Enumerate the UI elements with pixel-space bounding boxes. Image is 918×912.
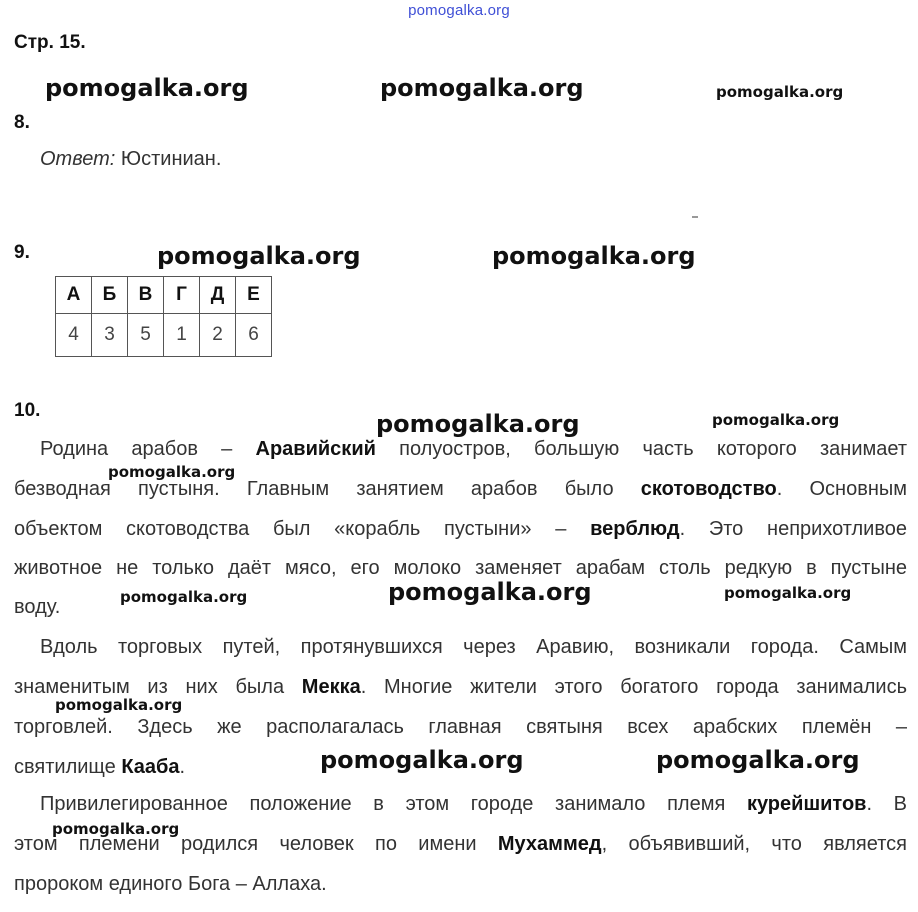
watermark: pomogalka.org <box>52 820 180 838</box>
text-segment: знаменитым из них была <box>14 676 302 698</box>
watermark: pomogalka.org <box>656 746 860 774</box>
header-cell: В <box>128 277 164 314</box>
text-segment: святилище <box>14 756 122 778</box>
text-line <box>14 557 907 580</box>
key-term: курейшитов <box>746 793 867 815</box>
key-term: Аравийский <box>255 438 376 460</box>
task-10-number: 10. <box>14 400 41 421</box>
answer-table-header-row <box>56 277 272 314</box>
text-segment: . Это неприхотливое <box>679 518 907 540</box>
key-term: верблюд <box>590 518 680 540</box>
text-line <box>14 716 907 739</box>
text-segment: этом племени родился человек по имени <box>14 833 498 855</box>
watermark: pomogalka.org <box>45 74 249 102</box>
stray-mark <box>692 216 698 218</box>
task-8-answer <box>40 148 221 171</box>
text-segment: полуостров, большую часть которого занимает <box>375 438 907 460</box>
value-cell: 5 <box>128 314 164 357</box>
text-segment: . Основным <box>776 478 907 500</box>
text-segment: воду. <box>14 596 61 618</box>
text-line <box>40 438 907 461</box>
top-watermark: pomogalka.org <box>408 2 510 19</box>
text-line <box>14 518 907 541</box>
text-segment: торговлей. Здесь же располагалась главная святыня всех арабских племён – <box>14 716 907 738</box>
task-9-number: 9. <box>14 242 30 263</box>
answer-text: Юстиниан. <box>120 148 222 170</box>
text-segment: животное не только даёт мясо, его молоко заменяет арабам столь редкую в пустыне <box>14 557 907 579</box>
watermark: pomogalka.org <box>376 410 580 438</box>
key-term: Мекка <box>301 676 361 698</box>
text-line <box>40 793 907 816</box>
answer-table <box>55 276 272 357</box>
header-cell: Е <box>236 277 272 314</box>
watermark: pomogalka.org <box>120 588 248 606</box>
header-cell: Д <box>200 277 236 314</box>
value-cell: 3 <box>92 314 128 357</box>
watermark: pomogalka.org <box>724 584 852 602</box>
watermark: pomogalka.org <box>157 242 361 270</box>
watermark: pomogalka.org <box>712 411 840 429</box>
text-segment: пророком единого Бога – Аллаха. <box>14 873 327 895</box>
watermark: pomogalka.org <box>108 463 236 481</box>
value-cell: 1 <box>164 314 200 357</box>
answer-table-value-row <box>56 314 272 357</box>
watermark: pomogalka.org <box>55 696 183 714</box>
text-segment: , объявивший, что является <box>601 833 907 855</box>
text-line <box>40 636 907 659</box>
watermark: pomogalka.org <box>380 74 584 102</box>
page-title: Стр. 15. <box>14 32 86 53</box>
text-segment: Родина арабов – <box>40 438 256 460</box>
answer-label: Ответ: <box>40 148 116 170</box>
header-cell: Г <box>164 277 200 314</box>
text-segment: . Многие жители этого богатого города занимались <box>360 676 908 698</box>
text-line <box>14 478 907 501</box>
watermark: pomogalka.org <box>716 83 844 101</box>
key-term: скотоводство <box>640 478 777 500</box>
text-segment: объектом скотоводства был «корабль пустыни» – <box>14 518 591 540</box>
text-line <box>14 873 907 896</box>
value-cell: 4 <box>56 314 92 357</box>
watermark: pomogalka.org <box>320 746 524 774</box>
text-segment: безводная пустыня. Главным занятием арабов было <box>14 478 641 500</box>
task-8-number: 8. <box>14 112 30 133</box>
value-cell: 6 <box>236 314 272 357</box>
text-segment: Вдоль торговых путей, протянувшихся через Аравию, возникали города. Самым <box>40 636 907 658</box>
watermark: pomogalka.org <box>492 242 696 270</box>
watermark: pomogalka.org <box>388 578 592 606</box>
key-term: Мухаммед <box>497 833 602 855</box>
text-segment: . В <box>866 793 908 815</box>
header-cell: А <box>56 277 92 314</box>
key-term: Кааба <box>121 756 180 778</box>
text-segment: Привилегированное положение в этом городе занимало племя <box>40 793 747 815</box>
value-cell: 2 <box>200 314 236 357</box>
text-segment: . <box>179 756 186 778</box>
header-cell: Б <box>92 277 128 314</box>
